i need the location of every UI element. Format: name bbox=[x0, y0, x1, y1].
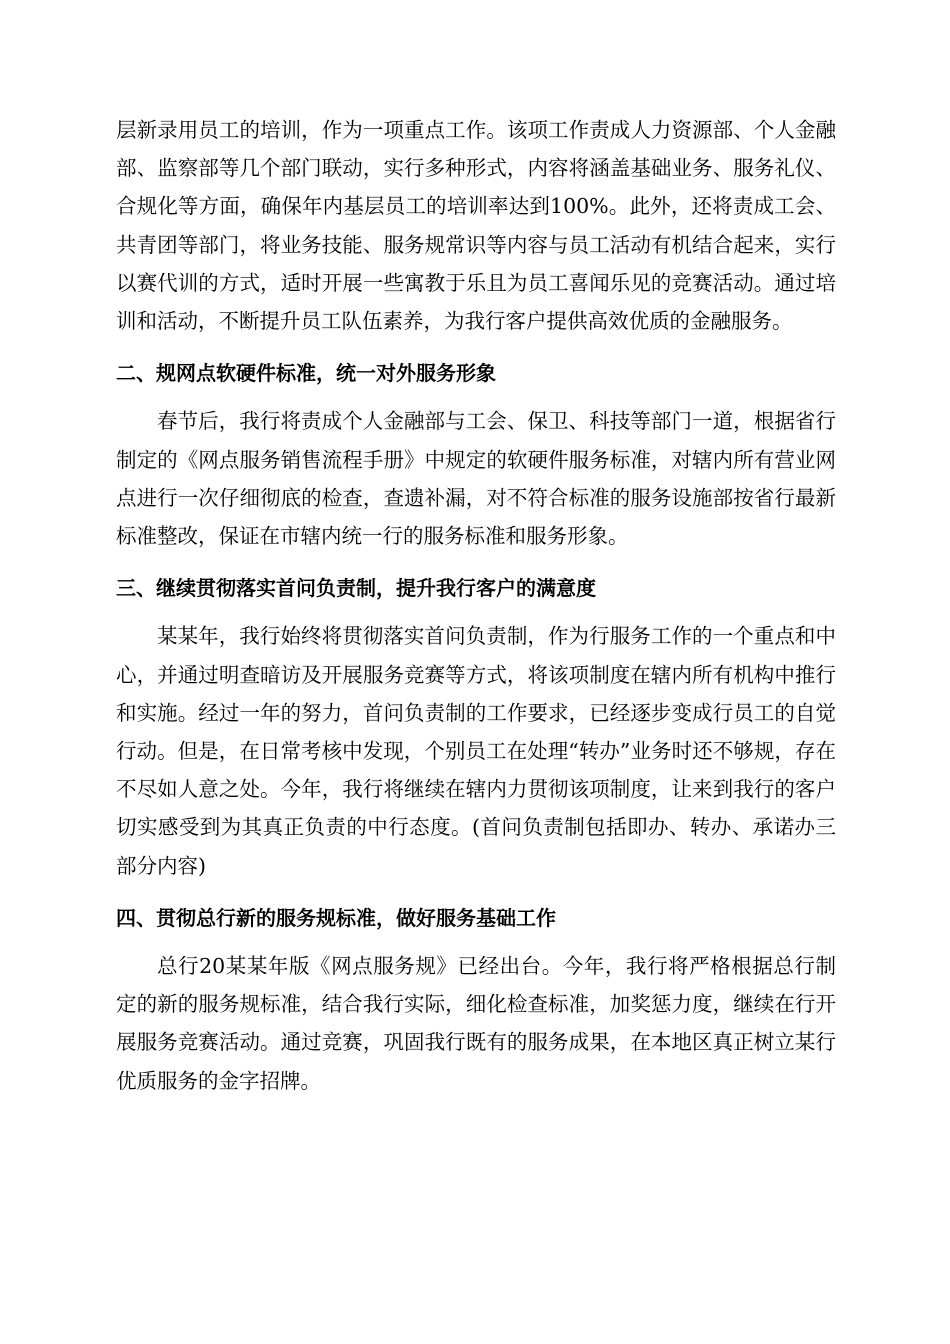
section-heading-3: 三、继续贯彻落实首问负责制，提升我行客户的满意度 bbox=[116, 576, 596, 601]
paragraph-section-2: 春节后，我行将责成个人金融部与工会、保卫、科技等部门一道，根据省行制定的《网点服务销售流程手册》中规定的软硬件服务标准，对辖内所有营业网点进行一次仔细彻底的检查，查遗补漏，对不符合标准的服务设施部按省行最新标准整改，保证在市辖内统一行的服务标准和服务形象。 bbox=[116, 409, 836, 549]
paragraph-section-4: 总行20某某年版《网点服务规》已经出台。今年，我行将严格根据总行制定的新的服务规标准，结合我行实际，细化检查标准，加奖惩力度，继续在行开展服务竞赛活动。通过竞赛，巩固我行既有的服务成果，在本地区真正树立某行优质服务的金字招牌。 bbox=[116, 954, 836, 1093]
document-body bbox=[116, 111, 836, 1100]
paragraph-section-3: 某某年，我行始终将贯彻落实首问负责制，作为行服务工作的一个重点和中心，并通过明查暗访及开展服务竞赛等方式，将该项制度在辖内所有机构中推行和实施。经过一年的努力，首问负责制的工作要求，已经逐步变成行员工的自觉行动。但是，在日常考核中发现，个别员工在处理“转办”业务时还不够规，存在不尽如人意之处。今年，我行将继续在辖内力贯彻该项制度，让来到我行的客户切实感受到为其真正负责的中行态度。(首问负责制包括即办、转办、承诺办三部分内容) bbox=[116, 624, 836, 878]
section-heading-2: 二、规网点软硬件标准，统一对外服务形象 bbox=[116, 361, 496, 386]
section-heading-4: 四、贯彻总行新的服务规标准，做好服务基础工作 bbox=[116, 905, 556, 930]
paragraph-intro: 层新录用员工的培训，作为一项重点工作。该项工作责成人力资源部、个人金融部、监察部等几个部门联动，实行多种形式，内容将涵盖基础业务、服务礼仪、合规化等方面，确保年内基层员工的培训率达到100%。此外，还将责成工会、共青团等部门，将业务技能、服务规常识等内容与员工活动有机结合起来，实行以赛代训的方式，适时开展一些寓教于乐且为员工喜闻乐见的竞赛活动。通过培训和活动，不断提升员工队伍素养，为我行客户提供高效优质的金融服务。 bbox=[116, 118, 836, 334]
